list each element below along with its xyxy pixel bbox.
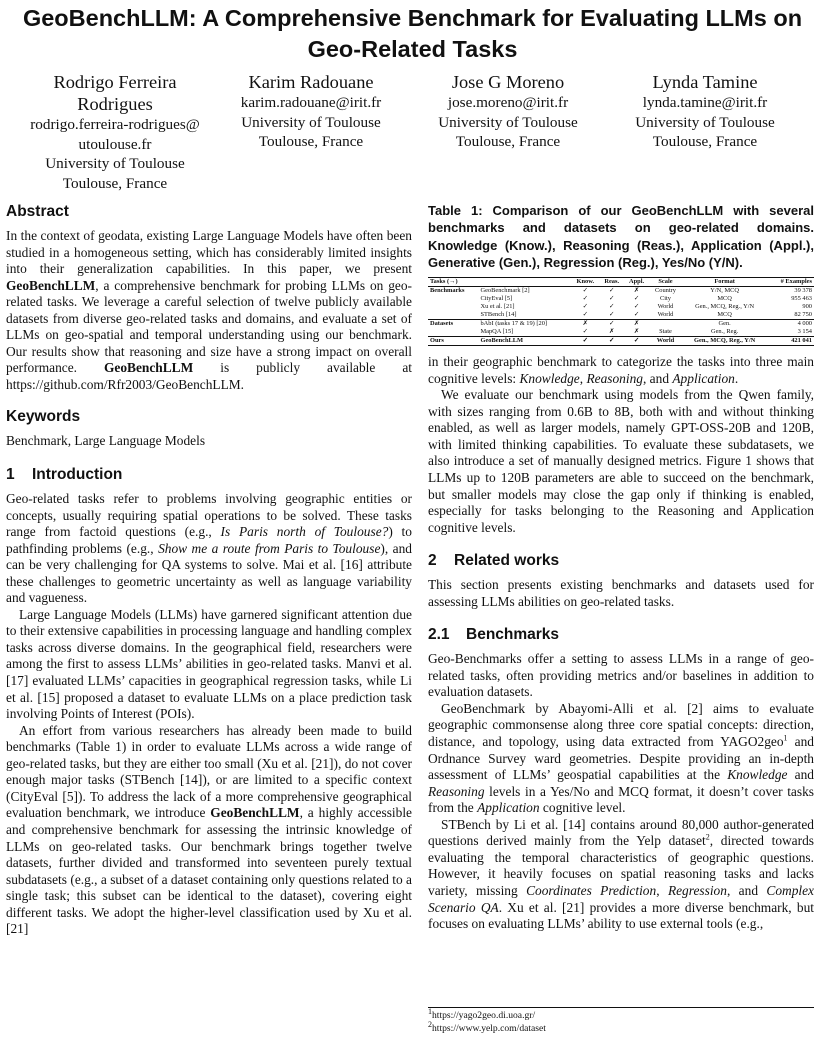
left-column [6, 202, 412, 938]
table-header: Appl. [624, 278, 649, 287]
table-header: Tasks (→) [428, 278, 478, 287]
related-heading: 2 Related works [428, 552, 560, 570]
author-affiliation: University of Toulouse [635, 113, 775, 131]
comparison-table [428, 277, 814, 346]
paper-title: GeoBenchLLM: A Comprehensive Benchmark for Evaluating LLMs on Geo-Related Tasks [22, 5, 803, 62]
author-affiliation: University of Toulouse [45, 155, 185, 173]
author-affiliation: University of Toulouse [438, 113, 578, 131]
footnote-2[interactable]: $^2$https://www.yelp.com/dataset [428, 1019, 546, 1034]
author-location: Toulouse, France [652, 133, 758, 151]
table-row: Benchmarks GeoBenchmark [2] ✓ ✓ ✗ Country Y/N, MCQ 39 378 [430, 287, 812, 295]
abstract-heading: Abstract [6, 203, 69, 220]
author-name: Lynda Tamine [652, 72, 758, 92]
author-1 [15, 71, 215, 193]
method-paragraph-1: in their geographic benchmark to categorize the tasks into three main cognitive levels: Knowledge, Reasoning, and Application. [428, 354, 814, 386]
table-header-row [428, 278, 814, 287]
author-4 [605, 71, 805, 152]
table-header: Scale [649, 278, 682, 287]
table-header: Format [682, 278, 768, 287]
right-column [428, 202, 814, 933]
table-caption: Table 1: Comparison of our GeoBenchLLM with several benchmarks and datasets on geo-related domains. Knowledge (Know.), Reasoning (Reas.), Application (Appl.), Generative (Gen.), Regression (Reg.), Yes/No (Y/N). [428, 203, 814, 270]
table-row: STBench [14] ✓ ✓ ✓ World MCQ 82 750 [480, 311, 812, 319]
author-name: Karim Radouane [248, 72, 374, 92]
intro-heading: 1 Introduction [6, 466, 123, 484]
footnotes [428, 1007, 814, 1035]
footnote-1[interactable]: $^1$https://yago2geo.di.uoa.gr/ [428, 1006, 536, 1021]
author-2 [211, 71, 411, 152]
intro-paragraph-2: Large Language Models (LLMs) have garnered significant attention due to their extensive capabilities in processing language and handling complex tasks across diverse domains. In the geographical field, researchers were among the first to assess LLMs’ abilities in geo-related tasks. Manvi et al. [17] evaluated LLMs’ capacities in geographical regression tasks, while Li et al. [15] proposed a dataset to evaluate LLMs on a place prediction task involving Points of Interest (POIs). [6, 606, 412, 722]
intro-paragraph-1: Geo-related tasks refer to problems involving geographic entities or concepts, usually requiring spatial operations to be solved. These tasks range from factoid questions (e.g., Is Paris north of Toulouse?) to pathfinding problems (e.g., Show me a route from Paris to Toulouse), and can be very challenging for QA systems to solve. Mai et al. [16] attribute these challenges to geometric uncertainty as well as language variability and vagueness. [6, 491, 412, 606]
table-row: Xu et al. [21] ✓ ✓ ✓ World Gen., MCQ, Reg., Y/N 900 [480, 303, 812, 311]
table-header: Know. [571, 278, 599, 287]
author-affiliation: University of Toulouse [241, 113, 381, 131]
author-email[interactable]: lynda.tamine@irit.fr [642, 94, 768, 111]
abstract-text: In the context of geodata, existing Large Language Models have often been studied in a homogeneous setting, which has considerably limited insights into their generalization capabilities. In this paper, we present GeoBenchLLM, a comprehensive benchmark for probing LLMs on geo-related tasks. We leverage a careful selection of twelve publicly available datasets from diverse geo-related tasks and domains, and evaluate a set of LLMs on geo-spatial and temporal understanding using our benchmark. Our results show that reasoning and size have a strong impact on overall performance. GeoBenchLLM is publicly available at https://github.com/Rfr2003/GeoBenchLLM. [6, 228, 412, 392]
method-paragraph-2: We evaluate our benchmark using models from the Qwen family, with sizes ranging from 0.6B to 8B, both with and without thinking enabled, as well as larger models, namely GPT-OSS-20B and 120B, with limited thinking capabilities. To evaluate these subdatasets, we also introduce a set of manually designed metrics. Figure 1 shows that LLMs up to 120B parameters are able to succeed on the benchmark, but smaller models may close the gap only if thinking is enabled, especially for tasks belonging to the Reasoning and Application cognitive levels. [428, 387, 814, 535]
keywords-text: Benchmark, Large Language Models [6, 433, 206, 449]
author-block [0, 71, 825, 197]
table-row: Ours GeoBenchLLM ✓ ✓ ✓ World Gen., MCQ, Reg., Y/N 421 041 [430, 337, 812, 345]
author-location: Toulouse, France [455, 133, 561, 151]
table-header: # Examples [767, 278, 814, 287]
author-email[interactable]: jose.moreno@irit.fr [447, 94, 569, 111]
benchmarks-paragraph-1: Geo-Benchmarks offer a setting to assess LLMs in a range of geo-related tasks, often providing metrics and/or baselines in addition to evaluation datasets. [428, 651, 814, 700]
intro-paragraph-3: An effort from various researchers has already been made to build benchmarks (Table 1) in order to evaluate LLMs across a wide range of geo-related tasks, but they are either too small (Xu et al. [21]), do not cover enough major tasks (STBench [14]), or are limited to a specific context (CityEval [5]). To address the lack of a more comprehensive geographical evaluation benchmark, we introduce GeoBenchLLM, a highly accessible and comprehensive benchmark for assessing the intrinsic knowledge of LLMs on geo-related tasks. Our benchmark brings together twelve datasets, further divided and transformed into seventeen purely textual subdatasets (e.g., a subset of a dataset containing only questions related to a single task; this subset can be identical to the dataset), covering eight different tasks. We adopt the higher-level classification used by Xu et al. [21] [6, 722, 412, 937]
author-email[interactable]: karim.radouane@irit.fr [240, 94, 382, 111]
table-header: Reas. [599, 278, 624, 287]
related-paragraph: This section presents existing benchmarks and datasets used for assessing LLMs abilities on geo-related tasks. [428, 577, 814, 609]
author-location: Toulouse, France [258, 133, 364, 151]
table-row: Datasets bAbI (tasks 17 & 19) [20] ✗ ✓ ✗ Gen. 4 000 [430, 320, 812, 328]
author-name: Rodrigo Ferreira Rodrigues [53, 72, 177, 114]
author-location: Toulouse, France [62, 174, 168, 192]
author-name: Jose G Moreno [451, 72, 565, 92]
benchmarks-paragraph-2: GeoBenchmark by Abayomi-Alli et al. [2] aims to evaluate geographic commonsense along three core spatial concepts: direction, distance, and topology, using data extracted from YAGO2geo$^1$ and Ordnance Survey ward geometries. Despite providing an in-depth assessment of LLMs’ geospatial capabilities at the Knowledge and Reasoning levels in a Yes/No and MCQ format, it doesn’t cover tasks from the Application cognitive level. [428, 700, 814, 816]
author-3 [408, 71, 608, 152]
table-header [478, 278, 571, 287]
table-row: MapQA [15] ✓ ✗ ✗ State Gen., Reg. 3 154 [480, 328, 812, 336]
benchmarks-paragraph-3: STBench by Li et al. [14] contains around 80,000 author-generated questions derived mainly from the Yelp dataset$^2$, directed towards evaluating the temporal characteristics of geographic questions. However, it heavily focuses on spatial reasoning tasks and lacks variety, missing Coordinates Prediction, Regression, and Complex Scenario QA. Xu et al. [21] provides a more diverse benchmark, but focuses on evaluating LLMs’ ability to use external tools (e.g., [428, 816, 814, 932]
benchmarks-heading: 2.1 Benchmarks [428, 626, 560, 644]
keywords-heading: Keywords [6, 408, 81, 426]
table-row: CityEval [5] ✓ ✓ ✓ City MCQ 955 463 [480, 295, 812, 303]
author-email[interactable]: rodrigo.ferreira-rodrigues@utoulouse.fr [30, 116, 200, 153]
